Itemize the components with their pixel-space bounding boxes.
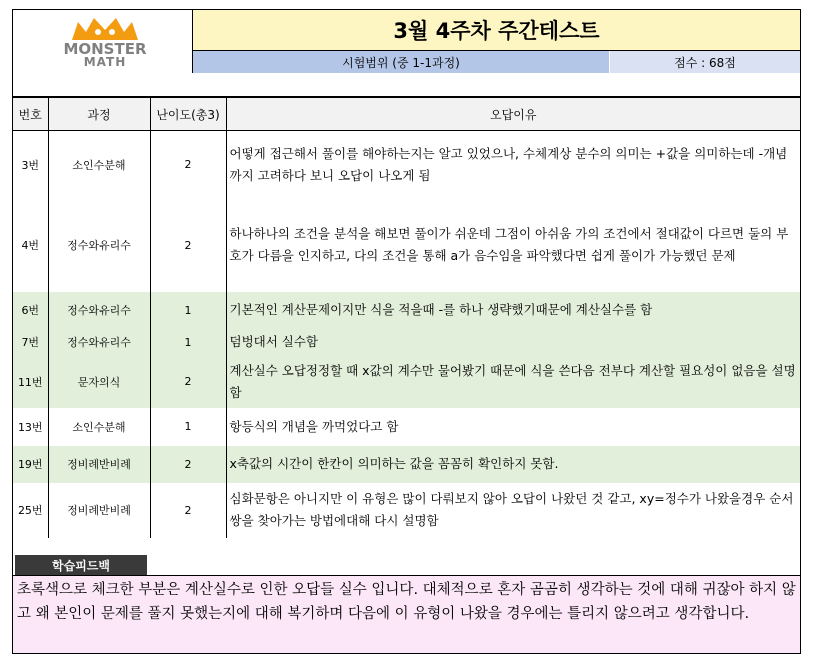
logo (13, 10, 193, 73)
row-course: 정수와유리수 (48, 199, 150, 292)
feedback-label: 학습피드백 (15, 555, 147, 575)
row-course: 문자의식 (48, 356, 150, 408)
table-row (13, 292, 800, 329)
worksheet (12, 9, 801, 654)
row-number: 6번 (13, 292, 48, 329)
row-number: 3번 (13, 131, 48, 199)
wrong-answer-table (13, 97, 800, 538)
row-number: 19번 (13, 446, 48, 483)
row-number: 25번 (13, 483, 48, 538)
row-number: 13번 (13, 408, 48, 446)
row-reason: 심화문항은 아니지만 이 유형은 많이 다뤄보지 않아 오답이 나왔던 것 같고, xy=정수가 나왔을경우 순서쌍을 찾아가는 방법에대해 다시 설명함 (226, 483, 800, 538)
row-reason: 하나하나의 조건을 분석을 해보면 풀이가 쉬운데 그점이 아쉬움 가의 조건에서 절대값이 다르면 둘의 부호가 다름을 인지하고, 다의 조건을 통해 a가 음수임을 파악했다면 쉽게 풀이가 가능했던 문제 (226, 199, 800, 292)
row-difficulty: 2 (150, 446, 226, 483)
test-range: 시험범위 (중 1-1과정) (193, 51, 610, 73)
feedback-text: 초록색으로 체크한 부분은 계산실수로 인한 오답들 실수 입니다. 대체적으로 혼자 곰곰히 생각하는 것에 대해 귀잖아 하지 않고 왜 본인이 문제를 풀지 못했는지에 대해 복기하며 다음에 이 유형이 나왔을 경우에는 틀리지 않으려고 생각합니다. (13, 575, 800, 653)
table-row (13, 446, 800, 483)
row-reason: 계산실수 오답정정할 때 x값의 계수만 물어봤기 때문에 식을 쓴다음 전부다 계산할 필요성이 없음을 설명함 (226, 356, 800, 408)
column-header-difficulty: 난이도(총3) (150, 98, 226, 131)
column-header-reason: 오답이유 (226, 98, 800, 131)
row-difficulty: 2 (150, 356, 226, 408)
page-title: 3월 4주차 주간테스트 (193, 10, 800, 51)
row-difficulty: 2 (150, 483, 226, 538)
row-reason: 항등식의 개념을 까먹었다고 함 (226, 408, 800, 446)
row-number: 11번 (13, 356, 48, 408)
row-course: 정수와유리수 (48, 292, 150, 329)
table-row (13, 408, 800, 446)
row-course: 정수와유리수 (48, 329, 150, 356)
table-row (13, 356, 800, 408)
row-reason: 덤벙대서 실수함 (226, 329, 800, 356)
row-course: 소인수분해 (48, 408, 150, 446)
row-reason: 기본적인 계산문제이지만 식을 적을때 -를 하나 생략했기때문에 계산실수를 함 (226, 292, 800, 329)
table-header-row (13, 98, 800, 131)
row-reason: 어떻게 접근해서 풀이를 해야하는지는 알고 있었으나, 수체계상 분수의 의미는 +값을 의미하는데 -개념까지 고려하다 보니 오답이 나오게 됨 (226, 131, 800, 199)
table-row (13, 329, 800, 356)
monster-logo-icon (68, 16, 142, 42)
spacer-row (13, 73, 800, 97)
row-number: 7번 (13, 329, 48, 356)
column-header-course: 과정 (48, 98, 150, 131)
logo-text-monster: MONSTER (63, 40, 147, 58)
table-row (13, 199, 800, 292)
score: 점수 : 68점 (610, 51, 800, 73)
row-number: 4번 (13, 199, 48, 292)
row-course: 정비례반비례 (48, 483, 150, 538)
table-row (13, 131, 800, 199)
row-difficulty: 1 (150, 408, 226, 446)
row-difficulty: 2 (150, 199, 226, 292)
row-reason: x축값의 시간이 한칸이 의미하는 값을 꼼꼼히 확인하지 못함. (226, 446, 800, 483)
header (13, 10, 800, 73)
column-header-number: 번호 (13, 98, 48, 131)
row-difficulty: 2 (150, 131, 226, 199)
row-course: 정비례반비례 (48, 446, 150, 483)
logo-text-math: MATH (83, 55, 127, 69)
row-difficulty: 1 (150, 292, 226, 329)
table-row (13, 483, 800, 538)
row-difficulty: 1 (150, 329, 226, 356)
row-course: 소인수분해 (48, 131, 150, 199)
